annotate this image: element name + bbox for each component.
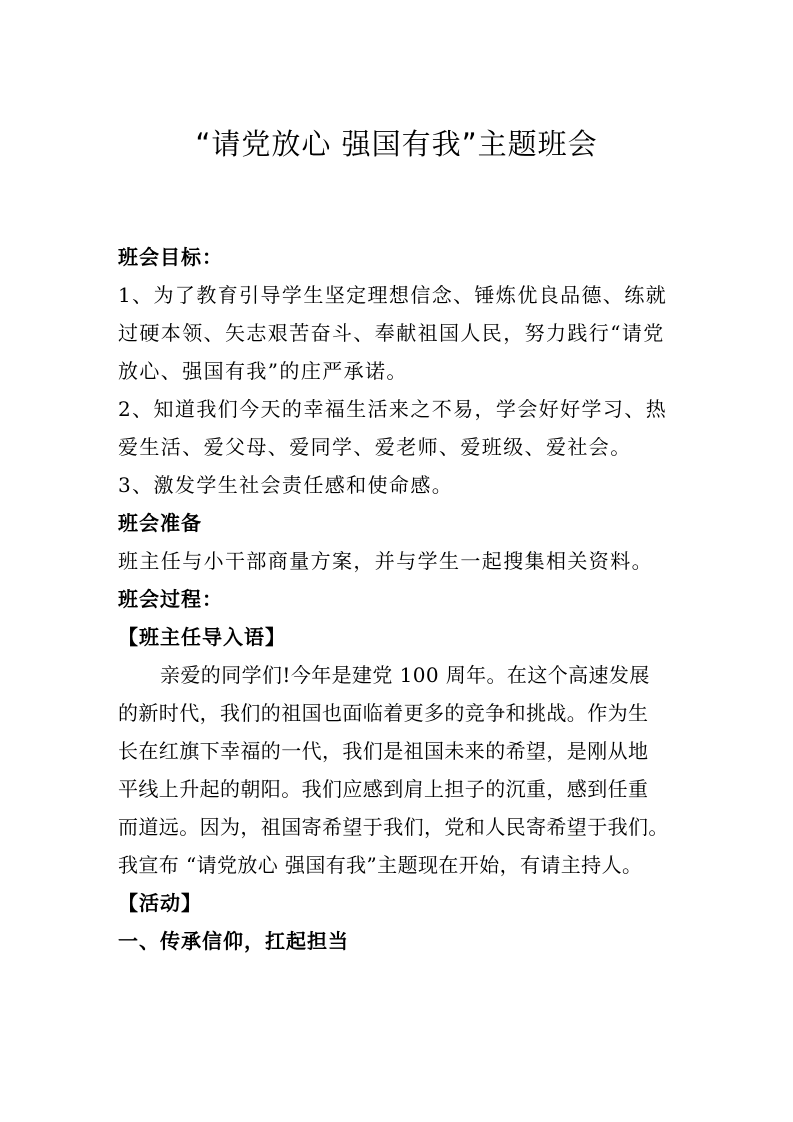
objective-3-line-1: 3、激发学生社会责任感和使命感。 — [118, 473, 454, 497]
intro-line-5: 而道远。因为，祖国寄希望于我们，党和人民寄希望于我们。 — [118, 815, 669, 839]
objective-1-line-2: 过硬本领、矢志艰苦奋斗、奉献祖国人民，努力践行“请党 — [118, 321, 665, 345]
document-body — [118, 238, 678, 960]
objective-1-line-1: 1、为了教育引导学生坚定理想信念、锤炼优良品德、练就 — [118, 283, 668, 307]
intro-line-4: 平线上升起的朝阳。我们应感到肩上担子的沉重，感到任重 — [118, 777, 649, 801]
objective-1-line-3: 放心、强国有我”的庄严承诺。 — [118, 359, 408, 383]
process-heading: 班会过程： — [118, 587, 223, 611]
preparation-heading: 班会准备 — [118, 511, 202, 535]
intro-line-6: 我宣布 “请党放心 强国有我”主题现在开始，有请主持人。 — [118, 853, 643, 877]
objective-2-line-1: 2、知道我们今天的幸福生活来之不易，学会好好学习、热 — [118, 397, 668, 421]
activity-1-heading: 一、传承信仰，扛起担当 — [118, 929, 349, 953]
page-title: “请党放心 强国有我”主题班会 — [195, 127, 598, 161]
objectives-heading: 班会目标： — [118, 245, 223, 269]
intro-line-2: 的新时代，我们的祖国也面临着更多的竞争和挑战。作为生 — [118, 701, 649, 725]
preparation-text: 班主任与小干部商量方案，并与学生一起搜集相关资料。 — [118, 549, 653, 573]
intro-line-3: 长在红旗下幸福的一代，我们是祖国未来的希望，是刚从地 — [118, 739, 649, 763]
objective-2-line-2: 爱生活、爱父母、爱同学、爱老师、爱班级、爱社会。 — [118, 435, 632, 459]
intro-heading: 【班主任导入语】 — [118, 625, 286, 649]
intro-line-1: 亲爱的同学们!今年是建党 100 周年。在这个高速发展 — [160, 663, 650, 687]
activity-heading: 【活动】 — [118, 891, 202, 915]
